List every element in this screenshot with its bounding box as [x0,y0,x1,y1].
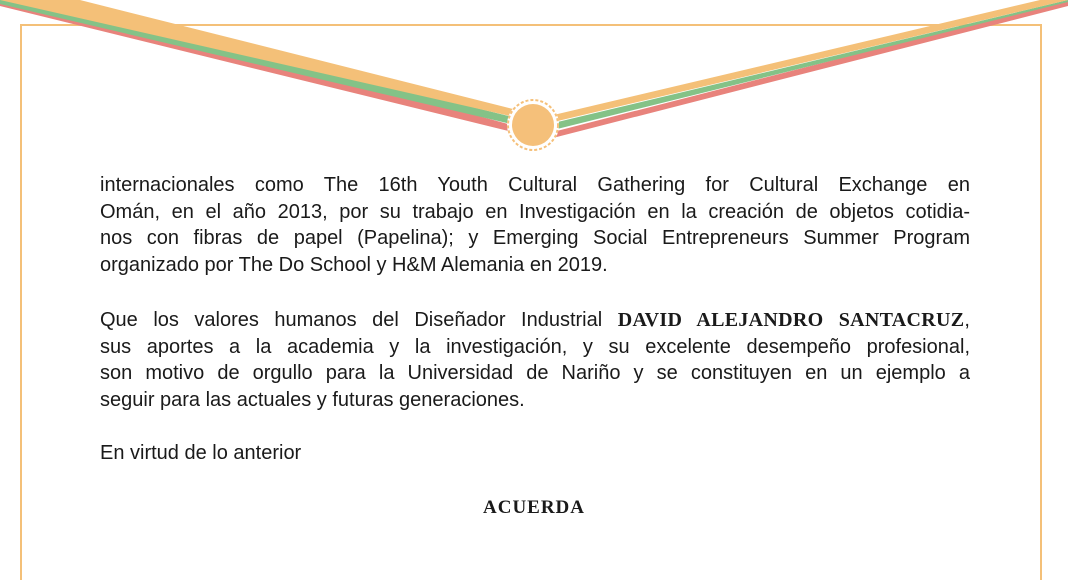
paragraph-line: son motivo de orgullo para la Universidad de Nariño y se constituyen en un ejemplo a [100,362,970,384]
paragraph-virtue [100,440,970,467]
paragraph-first-line [100,307,970,334]
paragraph-line: nos con fibras de papel (Papelina); y Emerging Social Entrepreneurs Summer Program [100,227,970,249]
paragraph-line: internacionales como The 16th Youth Cultural Gathering for Cultural Exchange en [100,174,970,196]
paragraph-achievements [100,172,970,278]
seal-emblem [507,99,559,151]
honoree-name: DAVID ALEJANDRO SANTACRUZ [617,309,965,331]
paragraph-line: sus aportes a la academia y la investigación, y su excelente desempeño profesional, [100,335,970,358]
paragraph-comma: , [964,309,970,331]
paragraph-line: seguir para las actuales y futuras generaciones. [100,388,525,411]
paragraph-values [100,307,970,413]
paragraph-prefix: Que los valores humanos del Diseñador Industrial [100,309,618,331]
acuerda-heading: ACUERDA [483,497,585,518]
paragraph-line: Omán, en el año 2013, por su trabajo en Investigación en la creación de objetos cotidia- [100,200,970,223]
paragraph-line: organizado por The Do School y H&M Alemania en 2019. [100,253,608,276]
paragraph-line: En virtud de lo anterior [100,442,302,464]
ribbon-decoration [0,0,1068,170]
